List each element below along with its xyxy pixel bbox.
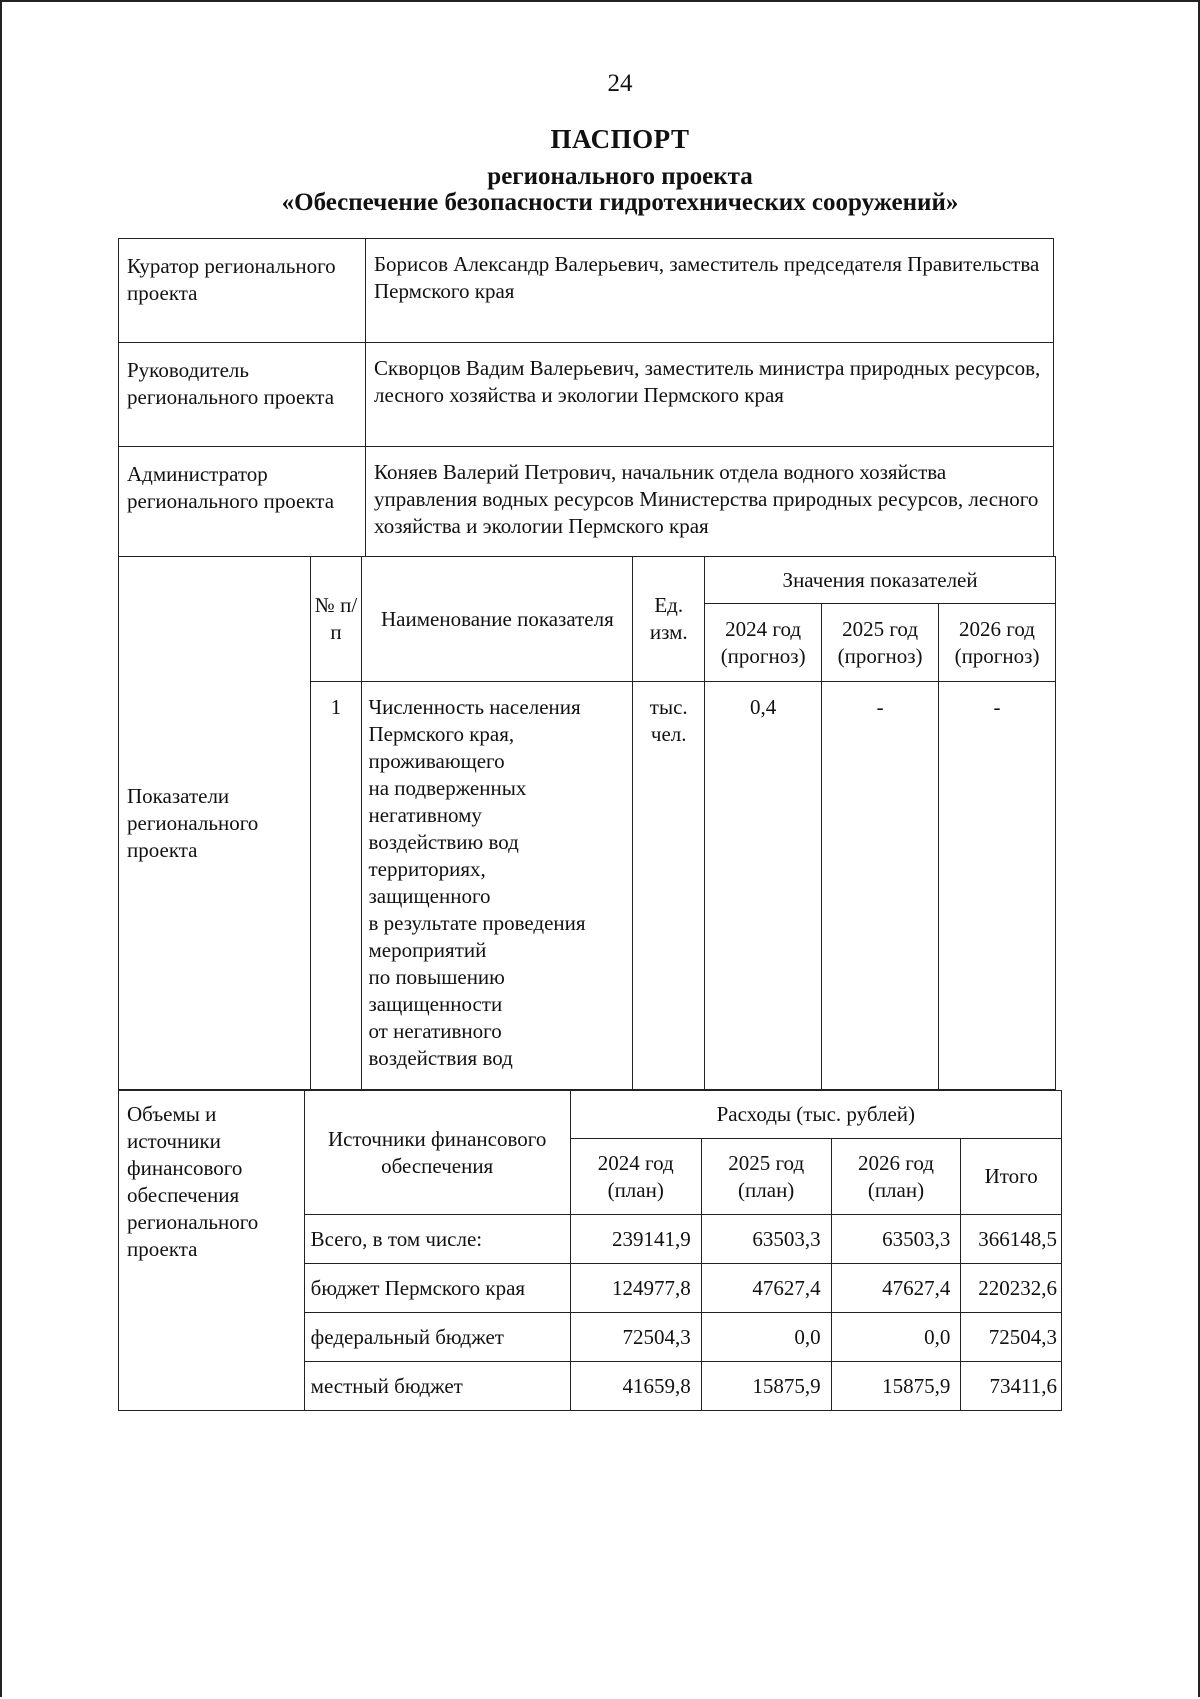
finance-table (118, 1090, 1062, 1411)
indicator-name-line: по повышению (368, 965, 505, 989)
year-header-2024: 2024 год (прогноз) (705, 604, 822, 682)
finance-value-total: 73411,6 (961, 1362, 1062, 1411)
col-values-group-header: Значения показателей (705, 557, 1056, 604)
head-value: Скворцов Вадим Валерьевич, заместитель министра природных ресурсов, лесного хозяйства и экологии Пермского края (366, 343, 1054, 447)
finance-value-2024: 239141,9 (570, 1215, 701, 1264)
finance-source: федеральный бюджет (304, 1313, 570, 1362)
passport-row-curator (119, 239, 1054, 343)
finance-value-2025: 15875,9 (701, 1362, 831, 1411)
finance-value-2026: 0,0 (831, 1313, 961, 1362)
finance-value-2026: 15875,9 (831, 1362, 961, 1411)
finance-value-total: 220232,6 (961, 1264, 1062, 1313)
finance-value-2026: 47627,4 (831, 1264, 961, 1313)
fin-year-header-2025: 2025 год (план) (701, 1139, 831, 1215)
indicators-header-row-1 (119, 557, 1056, 604)
indicator-name-line: от негативного (368, 1019, 502, 1043)
fin-total-header: Итого (961, 1139, 1062, 1215)
indicator-unit (633, 682, 705, 1090)
passport-row-admin (119, 447, 1054, 557)
year-header-2025: 2025 год (прогноз) (822, 604, 939, 682)
indicator-name-line: защищенного (368, 884, 491, 908)
subtitle-line-2: «Обеспечение безопасности гидротехнических сооружений» (281, 189, 959, 216)
indicator-name-line: воздействия вод (368, 1046, 513, 1070)
finance-source: бюджет Пермского края (304, 1264, 570, 1313)
year-header-2026: 2026 год (прогноз) (939, 604, 1056, 682)
finance-header-row-1 (119, 1091, 1062, 1139)
indicator-name-line: негативному (368, 803, 482, 827)
finance-value-total: 366148,5 (961, 1215, 1062, 1264)
subtitle-line-1: регионального проекта (487, 163, 753, 190)
indicator-name-line: в результате проведения (368, 911, 586, 935)
indicator-unit-line-2: чел. (650, 722, 687, 746)
indicator-value-2025: - (822, 682, 939, 1090)
finance-label: Объемы и источники финансового обеспечения регионального проекта (119, 1091, 305, 1411)
finance-value-2024: 41659,8 (570, 1362, 701, 1411)
col-num-header: № п/п (310, 557, 362, 682)
indicator-name-line: проживающего (368, 749, 505, 773)
fin-year-header-2026: 2026 год (план) (831, 1139, 961, 1215)
col-unit-header: Ед. изм. (633, 557, 705, 682)
passport-table (118, 238, 1054, 557)
indicator-name (362, 682, 633, 1090)
indicator-name-line: Численность населения (368, 695, 581, 719)
finance-source: местный бюджет (304, 1362, 570, 1411)
indicator-name-line: на подверженных (368, 776, 527, 800)
admin-label: Администратор регионального проекта (119, 447, 366, 557)
passport-row-head (119, 343, 1054, 447)
indicator-value-2026: - (939, 682, 1056, 1090)
col-expenses-group-header: Расходы (тыс. рублей) (570, 1091, 1061, 1139)
indicators-label: Показатели регионального проекта (119, 557, 311, 1090)
indicator-num: 1 (310, 682, 362, 1090)
finance-value-2026: 63503,3 (831, 1215, 961, 1264)
admin-value: Коняев Валерий Петрович, начальник отдела водного хозяйства управления водных ресурсов Министерства природных ресурсов, лесного хозяйства и экологии Пермского края (366, 447, 1054, 557)
finance-value-2024: 124977,8 (570, 1264, 701, 1313)
indicator-name-line: территориях, (368, 857, 486, 881)
finance-source: Всего, в том числе: (304, 1215, 570, 1264)
document-subtitle (0, 164, 1200, 216)
fin-year-header-2024: 2024 год (план) (570, 1139, 701, 1215)
page-number: 24 (607, 70, 633, 97)
indicator-name-line: защищенности (368, 992, 503, 1016)
col-source-header: Источники финансового обеспечения (304, 1091, 570, 1215)
col-name-header: Наименование показателя (362, 557, 633, 682)
indicator-name-line: Пермского края, (368, 722, 515, 746)
indicator-name-line: воздействию вод (368, 830, 519, 854)
indicator-name-line: мероприятий (368, 938, 487, 962)
curator-label: Куратор регионального проекта (119, 239, 366, 343)
curator-value: Борисов Александр Валерьевич, заместитель председателя Правительства Пермского края (366, 239, 1054, 343)
finance-value-2025: 47627,4 (701, 1264, 831, 1313)
head-label: Руководитель регионального проекта (119, 343, 366, 447)
finance-value-2025: 63503,3 (701, 1215, 831, 1264)
finance-value-2024: 72504,3 (570, 1313, 701, 1362)
document-title: ПАСПОРТ (550, 124, 690, 154)
finance-value-2025: 0,0 (701, 1313, 831, 1362)
indicators-table (118, 556, 1056, 1090)
finance-value-total: 72504,3 (961, 1313, 1062, 1362)
indicator-unit-line-1: тыс. (649, 695, 688, 719)
indicator-value-2024: 0,4 (705, 682, 822, 1090)
